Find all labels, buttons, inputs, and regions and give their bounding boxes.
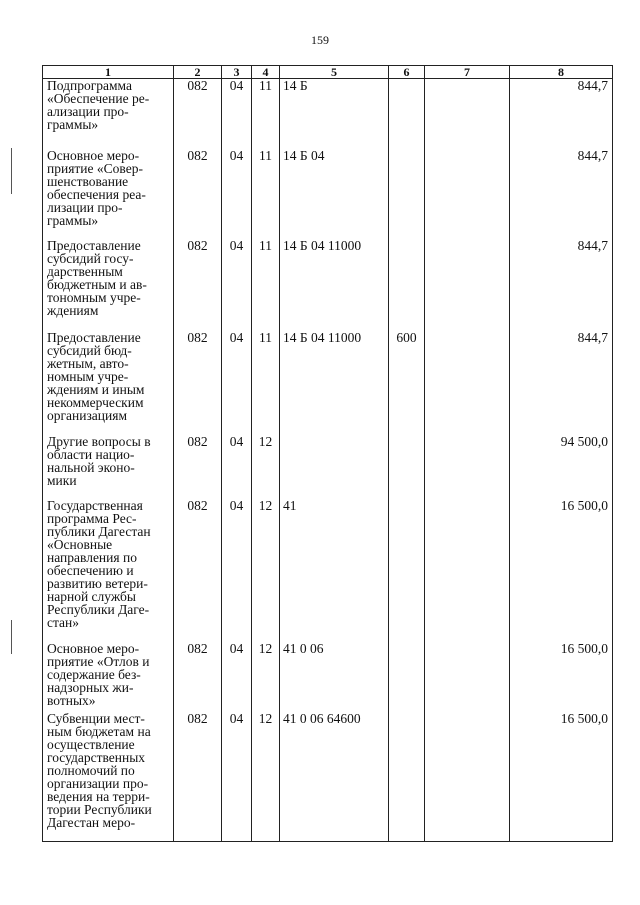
cell-name-line: нарной службы — [47, 588, 136, 604]
cell-name-line: программа Рес- — [47, 510, 137, 526]
cell-amount: 16 500,0 — [510, 499, 613, 642]
cell-ministry: 082 — [174, 149, 222, 239]
cell-name-line: Другие вопросы в — [47, 434, 151, 449]
cell-name-line: некоммерческим — [47, 394, 144, 410]
table-row — [43, 435, 613, 499]
cell-name-line: организациям — [47, 407, 128, 423]
cell-subsection: 11 — [252, 149, 280, 239]
table-row — [43, 149, 613, 239]
cell-name-line: ным бюджетам на — [47, 723, 151, 739]
cell-ministry: 082 — [174, 331, 222, 435]
col-header-5: 5 — [280, 66, 389, 79]
cell-amount: 844,7 — [510, 79, 613, 149]
cell-name-line: Предоставление — [47, 238, 141, 253]
cell-amount: 16 500,0 — [510, 642, 613, 712]
cell-name — [43, 331, 174, 435]
cell-target: 14 Б 04 11000 — [280, 239, 389, 331]
cell-name-line: Дагестан меро- — [47, 814, 136, 830]
cell-target — [280, 435, 389, 499]
cell-subsection: 11 — [252, 331, 280, 435]
cell-section: 04 — [222, 331, 252, 435]
table-row — [43, 79, 613, 149]
cell-section: 04 — [222, 149, 252, 239]
cell-expense-type — [389, 499, 425, 642]
cell-expense-type — [389, 712, 425, 842]
cell-col7 — [425, 149, 510, 239]
cell-name-line: приятие «Отлов и — [47, 653, 150, 669]
cell-amount: 844,7 — [510, 149, 613, 239]
cell-name — [43, 79, 174, 149]
cell-name-line: лизации про- — [47, 199, 123, 215]
cell-section: 04 — [222, 239, 252, 331]
cell-name-line: публики Дагестан — [47, 523, 151, 539]
cell-name-line: организации про- — [47, 775, 149, 791]
table-row — [43, 499, 613, 642]
col-header-4: 4 — [252, 66, 280, 79]
cell-name-line: бюджетным и ав- — [47, 276, 147, 292]
cell-section: 04 — [222, 712, 252, 842]
cell-name-line: граммы» — [47, 212, 99, 228]
cell-amount: 844,7 — [510, 331, 613, 435]
cell-name-line: шенствование — [47, 173, 129, 189]
cell-name-line: Субвенции мест- — [47, 711, 145, 726]
cell-target: 41 — [280, 499, 389, 642]
cell-name-line: стан» — [47, 614, 80, 630]
cell-name-line: осуществление — [47, 736, 135, 752]
cell-section: 04 — [222, 642, 252, 712]
cell-name — [43, 499, 174, 642]
cell-name-line: номным учре- — [47, 368, 129, 384]
table-row — [43, 712, 613, 842]
cell-name-line: субсидий бюд- — [47, 342, 132, 358]
cell-expense-type — [389, 149, 425, 239]
cell-name-line: дарственным — [47, 263, 123, 279]
cell-name-line: обеспечения реа- — [47, 186, 146, 202]
cell-name-line: направления по — [47, 549, 137, 565]
table-header-row — [43, 66, 613, 79]
cell-name-line: развитию ветери- — [47, 575, 148, 591]
cell-name-line: «Основные — [47, 536, 113, 552]
cell-subsection: 12 — [252, 499, 280, 642]
cell-name-line: Предоставление — [47, 330, 141, 345]
col-header-2: 2 — [174, 66, 222, 79]
cell-name-line: жетным, авто- — [47, 355, 129, 371]
cell-name-line: Основное меро- — [47, 641, 140, 656]
cell-name-line: субсидий госу- — [47, 250, 134, 266]
cell-ministry: 082 — [174, 499, 222, 642]
cell-col7 — [425, 712, 510, 842]
cell-subsection: 11 — [252, 239, 280, 331]
cell-ministry: 082 — [174, 435, 222, 499]
col-header-7: 7 — [425, 66, 510, 79]
cell-name — [43, 149, 174, 239]
cell-expense-type — [389, 239, 425, 331]
cell-name-line: ализации про- — [47, 104, 129, 119]
cell-name-line: граммы» — [47, 117, 99, 132]
budget-table — [42, 65, 613, 842]
cell-name-line: Государственная — [47, 498, 143, 513]
cell-name-line: Республики Даге- — [47, 601, 150, 617]
cell-expense-type — [389, 435, 425, 499]
cell-name — [43, 642, 174, 712]
cell-subsection: 12 — [252, 642, 280, 712]
cell-name-line: государственных — [47, 749, 146, 765]
cell-amount: 94 500,0 — [510, 435, 613, 499]
scan-edge-mark — [11, 620, 12, 654]
col-header-1: 1 — [43, 66, 174, 79]
cell-col7 — [425, 435, 510, 499]
cell-col7 — [425, 239, 510, 331]
cell-col7 — [425, 331, 510, 435]
cell-target: 14 Б 04 11000 — [280, 331, 389, 435]
cell-name — [43, 435, 174, 499]
cell-name-line: мики — [47, 472, 77, 488]
col-header-3: 3 — [222, 66, 252, 79]
cell-name-line: содержание без- — [47, 666, 141, 682]
cell-name-line: нальной эконо- — [47, 459, 135, 475]
cell-target: 14 Б — [280, 79, 389, 149]
cell-name-line: Основное меро- — [47, 148, 140, 163]
cell-expense-type — [389, 642, 425, 712]
cell-expense-type: 600 — [389, 331, 425, 435]
cell-name-line: области нацио- — [47, 446, 135, 462]
cell-subsection: 11 — [252, 79, 280, 149]
cell-target: 41 0 06 64600 — [280, 712, 389, 842]
cell-name-line: приятие «Совер- — [47, 160, 143, 176]
cell-name — [43, 712, 174, 842]
cell-ministry: 082 — [174, 239, 222, 331]
cell-subsection: 12 — [252, 435, 280, 499]
cell-name-line: Подпрограмма — [47, 78, 132, 93]
cell-name-line: обеспечению и — [47, 562, 134, 578]
cell-name-line: надзорных жи- — [47, 679, 134, 695]
cell-name-line: тономным учре- — [47, 289, 141, 305]
col-header-8: 8 — [510, 66, 613, 79]
cell-amount: 16 500,0 — [510, 712, 613, 842]
cell-section: 04 — [222, 499, 252, 642]
cell-ministry: 082 — [174, 642, 222, 712]
cell-name-line: ждениям — [47, 302, 99, 318]
cell-expense-type — [389, 79, 425, 149]
cell-subsection: 12 — [252, 712, 280, 842]
cell-name-line: вотных» — [47, 692, 96, 708]
table-row — [43, 239, 613, 331]
cell-name-line: «Обеспечение ре- — [47, 91, 150, 106]
cell-name-line: ждениям и иным — [47, 381, 145, 397]
table-row — [43, 331, 613, 435]
cell-section: 04 — [222, 79, 252, 149]
col-header-6: 6 — [389, 66, 425, 79]
cell-name — [43, 239, 174, 331]
cell-name-line: тории Республики — [47, 801, 152, 817]
table-body — [43, 79, 613, 842]
cell-name-line: ведения на терри- — [47, 788, 150, 804]
cell-target: 14 Б 04 — [280, 149, 389, 239]
cell-section: 04 — [222, 435, 252, 499]
cell-col7 — [425, 79, 510, 149]
page-number: 159 — [311, 33, 329, 47]
cell-col7 — [425, 499, 510, 642]
cell-ministry: 082 — [174, 712, 222, 842]
cell-ministry: 082 — [174, 79, 222, 149]
cell-target: 41 0 06 — [280, 642, 389, 712]
scan-edge-mark — [11, 148, 12, 194]
cell-amount: 844,7 — [510, 239, 613, 331]
cell-col7 — [425, 642, 510, 712]
cell-name-line: полномочий по — [47, 762, 135, 778]
table-row — [43, 642, 613, 712]
